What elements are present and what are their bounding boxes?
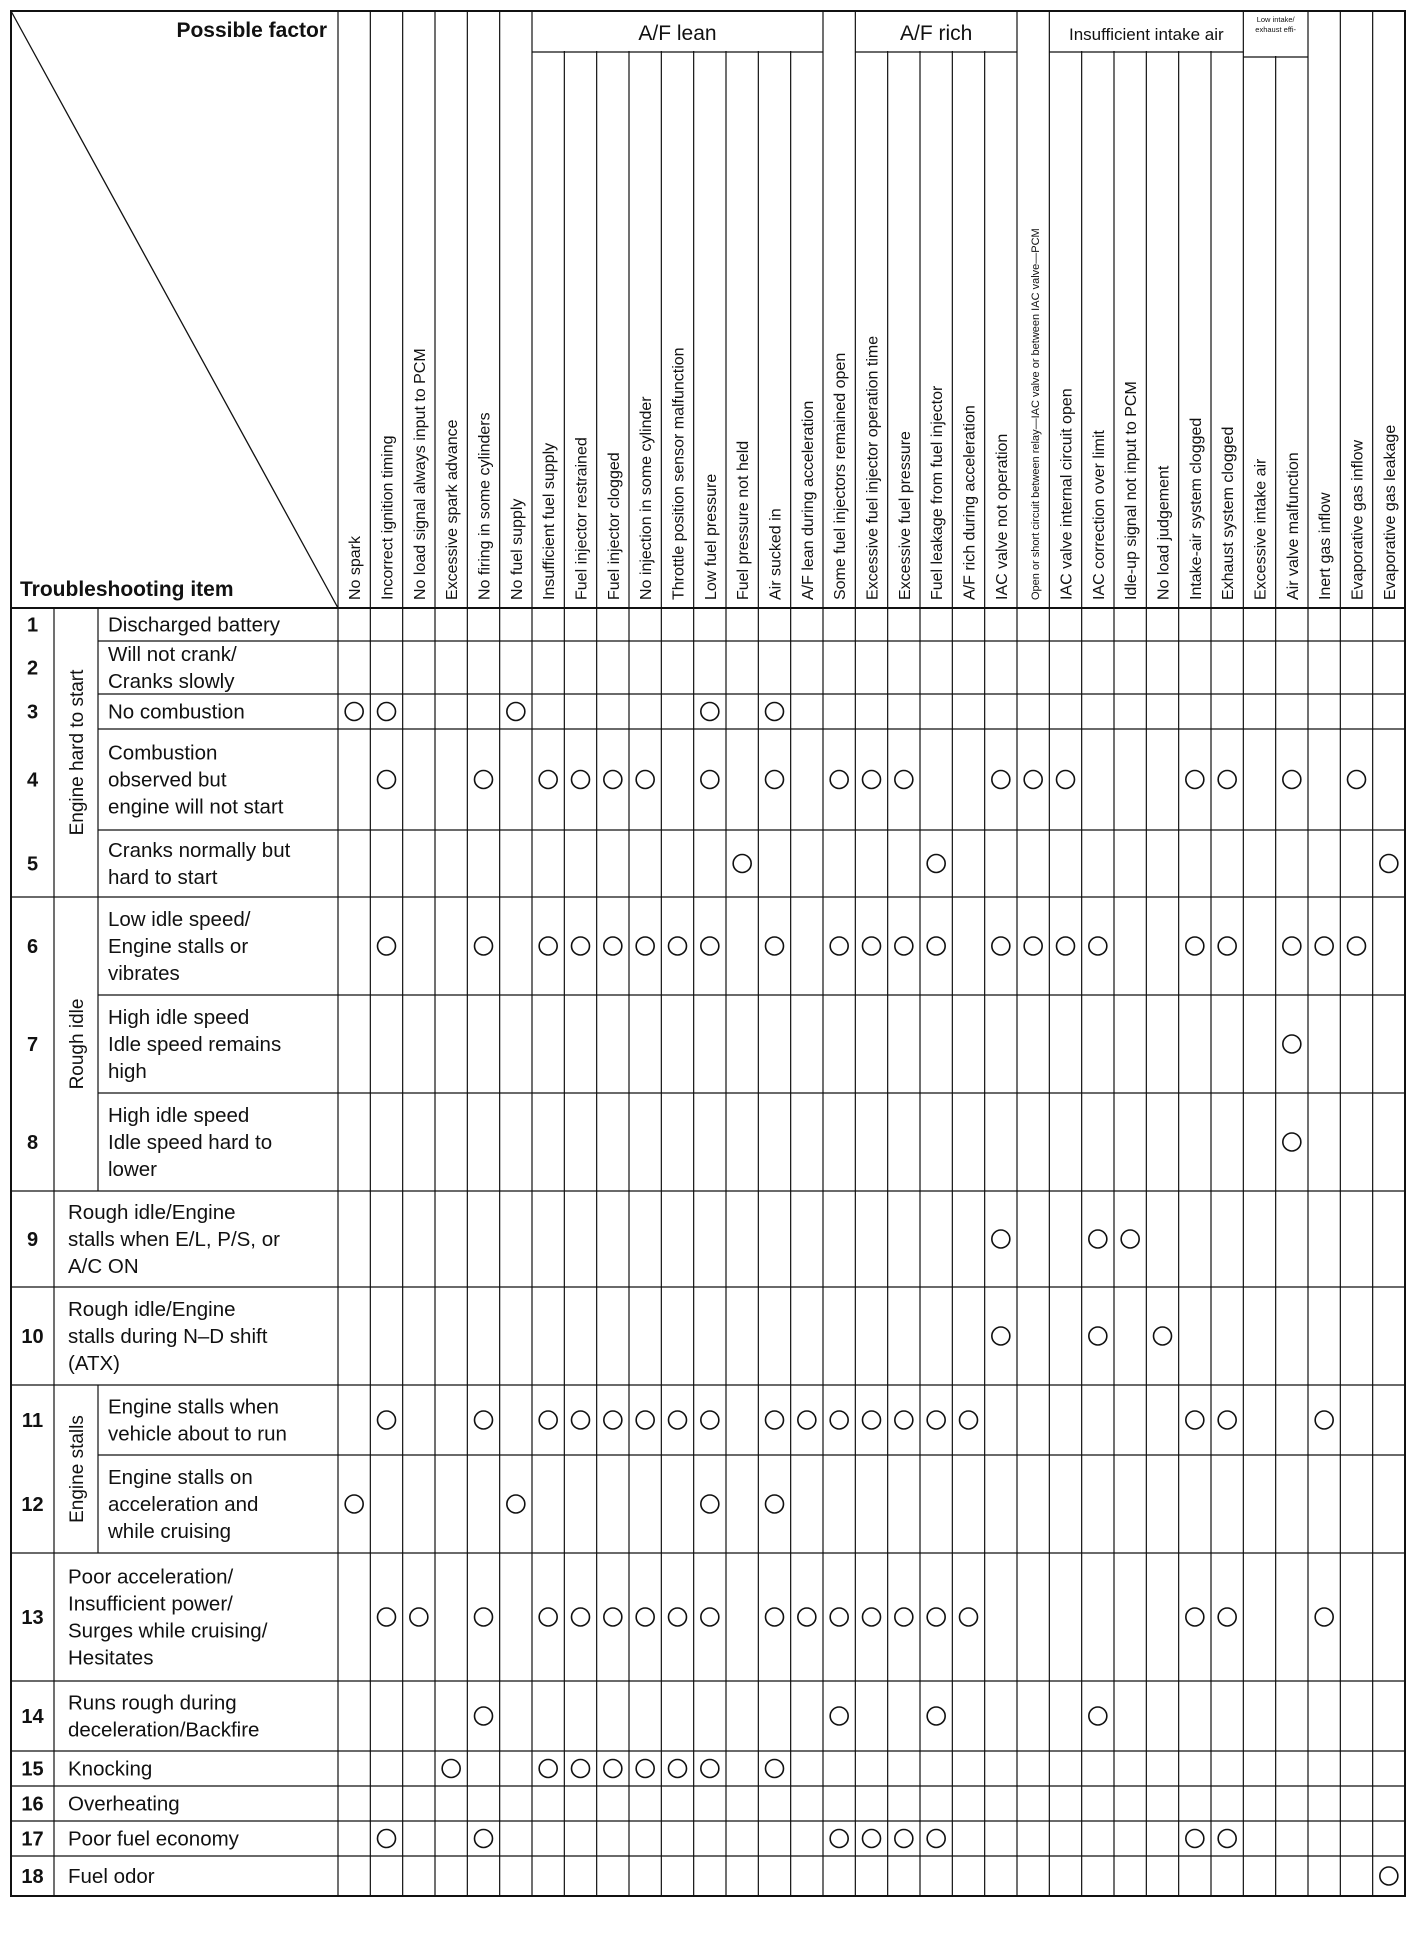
factor-mark-circle <box>1089 1707 1107 1725</box>
factor-mark-circle <box>1348 937 1366 955</box>
factor-label: Exhaust system clogged <box>1220 426 1238 600</box>
factor-mark-circle <box>345 703 363 721</box>
factor-label: Fuel injector clogged <box>605 452 623 600</box>
factor-mark-circle <box>766 937 784 955</box>
factor-label: IAC correction over limit <box>1090 430 1108 600</box>
row-description: High idle speed Idle speed remains high <box>108 1006 282 1083</box>
row-description: Runs rough during deceleration/Backfire <box>68 1691 260 1742</box>
factor-mark-circle <box>442 1760 460 1778</box>
row-number: 11 <box>21 1410 44 1432</box>
factor-mark-circle <box>669 1411 687 1429</box>
factor-mark-circle <box>992 1327 1010 1345</box>
factor-mark-circle <box>766 771 784 789</box>
factor-mark-circle <box>1283 937 1301 955</box>
factor-mark-circle <box>863 1411 881 1429</box>
factor-mark-circle <box>830 1411 848 1429</box>
factor-mark-circle <box>475 1707 493 1725</box>
factor-mark-circle <box>636 1760 654 1778</box>
factor-mark-circle <box>378 937 396 955</box>
factor-mark-circle <box>475 1411 493 1429</box>
factor-mark-circle <box>1186 1830 1204 1848</box>
group-label: Insufficient intake air <box>1068 25 1224 44</box>
factor-mark-circle <box>1218 1830 1236 1848</box>
factor-mark-circle <box>1380 855 1398 873</box>
factor-mark-circle <box>992 937 1010 955</box>
factor-mark-circle <box>539 771 557 789</box>
factor-mark-circle <box>604 1608 622 1626</box>
factor-mark-circle <box>1348 771 1366 789</box>
factor-label: No load judgement <box>1155 465 1173 600</box>
factor-label: Idle-up signal not input to PCM <box>1123 381 1141 600</box>
factor-mark-circle <box>701 1760 719 1778</box>
troubleshooting-rows <box>21 614 290 1889</box>
factor-mark-circle <box>701 1411 719 1429</box>
factor-mark-circle <box>927 855 945 873</box>
factor-mark-circle <box>1089 1327 1107 1345</box>
factor-mark-circle <box>1057 771 1075 789</box>
factor-marks <box>345 703 1398 1886</box>
row-description: Engine stalls when vehicle about to run <box>108 1395 287 1446</box>
factor-label: Excessive fuel pressure <box>896 431 914 600</box>
row-description: Will not crank/ Cranks slowly <box>108 643 237 693</box>
factor-mark-circle <box>927 1608 945 1626</box>
factor-mark-circle <box>475 1830 493 1848</box>
troubleshooting-item-label: Troubleshooting item <box>20 578 234 601</box>
row-description: Poor fuel economy <box>68 1827 239 1851</box>
factor-mark-circle <box>992 1230 1010 1248</box>
factor-mark-circle <box>1218 771 1236 789</box>
row-number: 5 <box>26 853 39 876</box>
factor-mark-circle <box>1218 937 1236 955</box>
factor-mark-circle <box>895 771 913 789</box>
table-header <box>20 19 327 601</box>
factor-mark-circle <box>1315 937 1333 955</box>
row-description: High idle speed Idle speed hard to lower <box>108 1104 273 1181</box>
factor-mark-circle <box>960 1411 978 1429</box>
factor-label: IAC valve not operation <box>993 433 1011 600</box>
factor-mark-circle <box>927 1830 945 1848</box>
factor-group-headers <box>532 12 1308 57</box>
factor-mark-circle <box>1186 771 1204 789</box>
factor-mark-circle <box>1315 1608 1333 1626</box>
row-number: 17 <box>21 1828 44 1851</box>
factor-mark-circle <box>669 1760 687 1778</box>
factor-mark-circle <box>1057 937 1075 955</box>
row-number: 2 <box>26 657 39 680</box>
header-diagonal <box>11 11 338 608</box>
row-description: Low idle speed/ Engine stalls or vibrates <box>108 908 251 985</box>
factor-label: No injection in some cylinder <box>638 396 656 600</box>
factor-mark-circle <box>863 1830 881 1848</box>
factor-mark-circle <box>1186 1608 1204 1626</box>
factor-mark-circle <box>733 855 751 873</box>
row-number: 9 <box>26 1229 39 1251</box>
group-label: A/F rich <box>899 22 973 45</box>
factor-mark-circle <box>701 1608 719 1626</box>
factor-label: No spark <box>347 535 365 600</box>
factor-label: Low fuel pressure <box>702 473 720 600</box>
category-label: Rough idle <box>67 998 88 1090</box>
factor-mark-circle <box>927 1411 945 1429</box>
factor-mark-circle <box>1154 1327 1172 1345</box>
factor-mark-circle <box>701 771 719 789</box>
factor-mark-circle <box>766 1495 784 1513</box>
possible-factor-label: Possible factor <box>176 19 327 42</box>
factor-mark-circle <box>701 703 719 721</box>
factor-mark-circle <box>1121 1230 1139 1248</box>
factor-mark-circle <box>766 1608 784 1626</box>
factor-mark-circle <box>572 1760 590 1778</box>
row-number: 16 <box>21 1793 44 1816</box>
factor-label: Excessive spark advance <box>444 419 462 600</box>
factor-mark-circle <box>1218 1608 1236 1626</box>
factor-mark-circle <box>378 1830 396 1848</box>
factor-mark-circle <box>1024 937 1042 955</box>
factor-label: Excessive intake air <box>1252 458 1270 600</box>
factor-mark-circle <box>507 1495 525 1513</box>
row-description: Overheating <box>68 1792 180 1816</box>
factor-label: Excessive fuel injector operation time <box>864 335 882 600</box>
factor-mark-circle <box>378 1608 396 1626</box>
row-number: 4 <box>26 769 39 792</box>
factor-mark-circle <box>572 1608 590 1626</box>
row-description: Fuel odor <box>68 1865 155 1888</box>
factor-mark-circle <box>539 1411 557 1429</box>
row-number: 6 <box>26 936 39 958</box>
factor-mark-circle <box>830 1608 848 1626</box>
factor-mark-circle <box>1024 771 1042 789</box>
factor-mark-circle <box>475 771 493 789</box>
factor-mark-circle <box>895 1830 913 1848</box>
group-label: Low intake/ exhaust effi- <box>1255 15 1297 34</box>
factor-mark-circle <box>636 937 654 955</box>
factor-label: No load signal always input to PCM <box>411 348 429 600</box>
factor-mark-circle <box>927 937 945 955</box>
factor-mark-circle <box>604 1411 622 1429</box>
factor-label: Evaporative gas leakage <box>1381 424 1399 600</box>
factor-mark-circle <box>895 937 913 955</box>
factor-mark-circle <box>798 1411 816 1429</box>
factor-mark-circle <box>636 771 654 789</box>
factor-mark-circle <box>1283 1133 1301 1151</box>
factor-mark-circle <box>895 1411 913 1429</box>
factor-label: Fuel pressure not held <box>735 440 753 600</box>
factor-mark-circle <box>604 937 622 955</box>
factor-label: Air valve malfunction <box>1284 452 1302 600</box>
factor-label: No firing in some cylinders <box>476 412 494 600</box>
factor-mark-circle <box>572 771 590 789</box>
factor-mark-circle <box>378 1411 396 1429</box>
row-number: 8 <box>26 1132 39 1154</box>
factor-mark-circle <box>830 771 848 789</box>
factor-label: Fuel injector restrained <box>573 437 591 600</box>
factor-mark-circle <box>1089 1230 1107 1248</box>
factor-mark-circle <box>539 1608 557 1626</box>
row-description: No combustion <box>108 700 245 724</box>
factor-label: Incorrect ignition timing <box>379 435 397 600</box>
factor-mark-circle <box>1186 937 1204 955</box>
factor-mark-circle <box>345 1495 363 1513</box>
factor-mark-circle <box>539 937 557 955</box>
factor-mark-circle <box>863 1608 881 1626</box>
factor-mark-circle <box>604 771 622 789</box>
factor-mark-circle <box>669 937 687 955</box>
factor-mark-circle <box>830 1830 848 1848</box>
factor-mark-circle <box>572 937 590 955</box>
factor-mark-circle <box>927 1707 945 1725</box>
factor-mark-circle <box>766 1760 784 1778</box>
factor-mark-circle <box>1218 1411 1236 1429</box>
row-number: 10 <box>21 1326 44 1348</box>
row-description: Engine stalls on acceleration and while cruising <box>108 1466 259 1543</box>
row-description: Poor acceleration/ Insufficient power/ Surges while cruising/ Hesitates <box>68 1565 268 1670</box>
row-number: 18 <box>21 1866 44 1888</box>
factor-label: IAC valve internal circuit open <box>1058 388 1076 600</box>
factor-mark-circle <box>830 937 848 955</box>
row-number: 3 <box>26 701 39 724</box>
factor-mark-circle <box>766 703 784 721</box>
row-description: Discharged battery <box>108 613 281 637</box>
factor-mark-circle <box>378 771 396 789</box>
row-number: 7 <box>26 1034 39 1056</box>
factor-label: Evaporative gas inflow <box>1349 439 1367 600</box>
row-number: 14 <box>21 1706 44 1728</box>
factor-label: Intake-air system clogged <box>1187 417 1205 600</box>
factor-mark-circle <box>863 771 881 789</box>
row-number: 15 <box>21 1758 44 1781</box>
factor-label: No fuel supply <box>508 498 526 600</box>
row-description: Combustion observed but engine will not start <box>108 741 284 819</box>
factor-label: A/F lean during acceleration <box>799 400 817 600</box>
factor-mark-circle <box>863 937 881 955</box>
row-description: Knocking <box>68 1757 153 1781</box>
factor-mark-circle <box>1089 937 1107 955</box>
row-description: Cranks normally but hard to start <box>108 839 291 889</box>
factor-mark-circle <box>410 1608 428 1626</box>
factor-mark-circle <box>960 1608 978 1626</box>
factor-mark-circle <box>701 1495 719 1513</box>
row-number: 13 <box>21 1607 44 1629</box>
factor-mark-circle <box>766 1411 784 1429</box>
factor-label: Open or short circuit between relay—IAC valve or between IAC valve—PCM <box>1030 228 1043 600</box>
category-label: Engine stalls <box>67 1415 88 1523</box>
factor-mark-circle <box>539 1760 557 1778</box>
factor-mark-circle <box>572 1411 590 1429</box>
factor-mark-circle <box>475 1608 493 1626</box>
factor-mark-circle <box>1283 771 1301 789</box>
factor-mark-circle <box>830 1707 848 1725</box>
row-description: Rough idle/Engine stalls during N–D shift (ATX) <box>68 1298 268 1375</box>
factor-label: Insufficient fuel supply <box>541 442 559 600</box>
factor-mark-circle <box>701 937 719 955</box>
group-label: A/F lean <box>638 22 717 45</box>
factor-mark-circle <box>1283 1035 1301 1053</box>
row-description: Rough idle/Engine stalls when E/L, P/S, or A/C ON <box>68 1201 280 1278</box>
factor-label: Fuel leakage from fuel injector <box>929 385 947 600</box>
factor-mark-circle <box>507 703 525 721</box>
factor-mark-circle <box>992 771 1010 789</box>
factor-mark-circle <box>475 937 493 955</box>
factor-label: Throttle position sensor malfunction <box>670 347 688 600</box>
row-number: 12 <box>21 1494 44 1516</box>
factor-label: Some fuel injectors remained open <box>832 352 850 600</box>
factor-column-labels <box>347 228 1399 600</box>
category-label: Engine hard to start <box>67 669 88 836</box>
factor-label: Inert gas inflow <box>1317 492 1335 600</box>
factor-mark-circle <box>1186 1411 1204 1429</box>
factor-mark-circle <box>1315 1411 1333 1429</box>
factor-mark-circle <box>378 703 396 721</box>
factor-mark-circle <box>798 1608 816 1626</box>
factor-mark-circle <box>895 1608 913 1626</box>
factor-mark-circle <box>669 1608 687 1626</box>
row-number: 1 <box>26 614 39 637</box>
factor-mark-circle <box>604 1760 622 1778</box>
factor-mark-circle <box>636 1608 654 1626</box>
factor-mark-circle <box>1380 1867 1398 1885</box>
factor-label: Air sucked in <box>767 508 785 600</box>
factor-mark-circle <box>636 1411 654 1429</box>
factor-label: A/F rich during acceleration <box>961 405 979 600</box>
